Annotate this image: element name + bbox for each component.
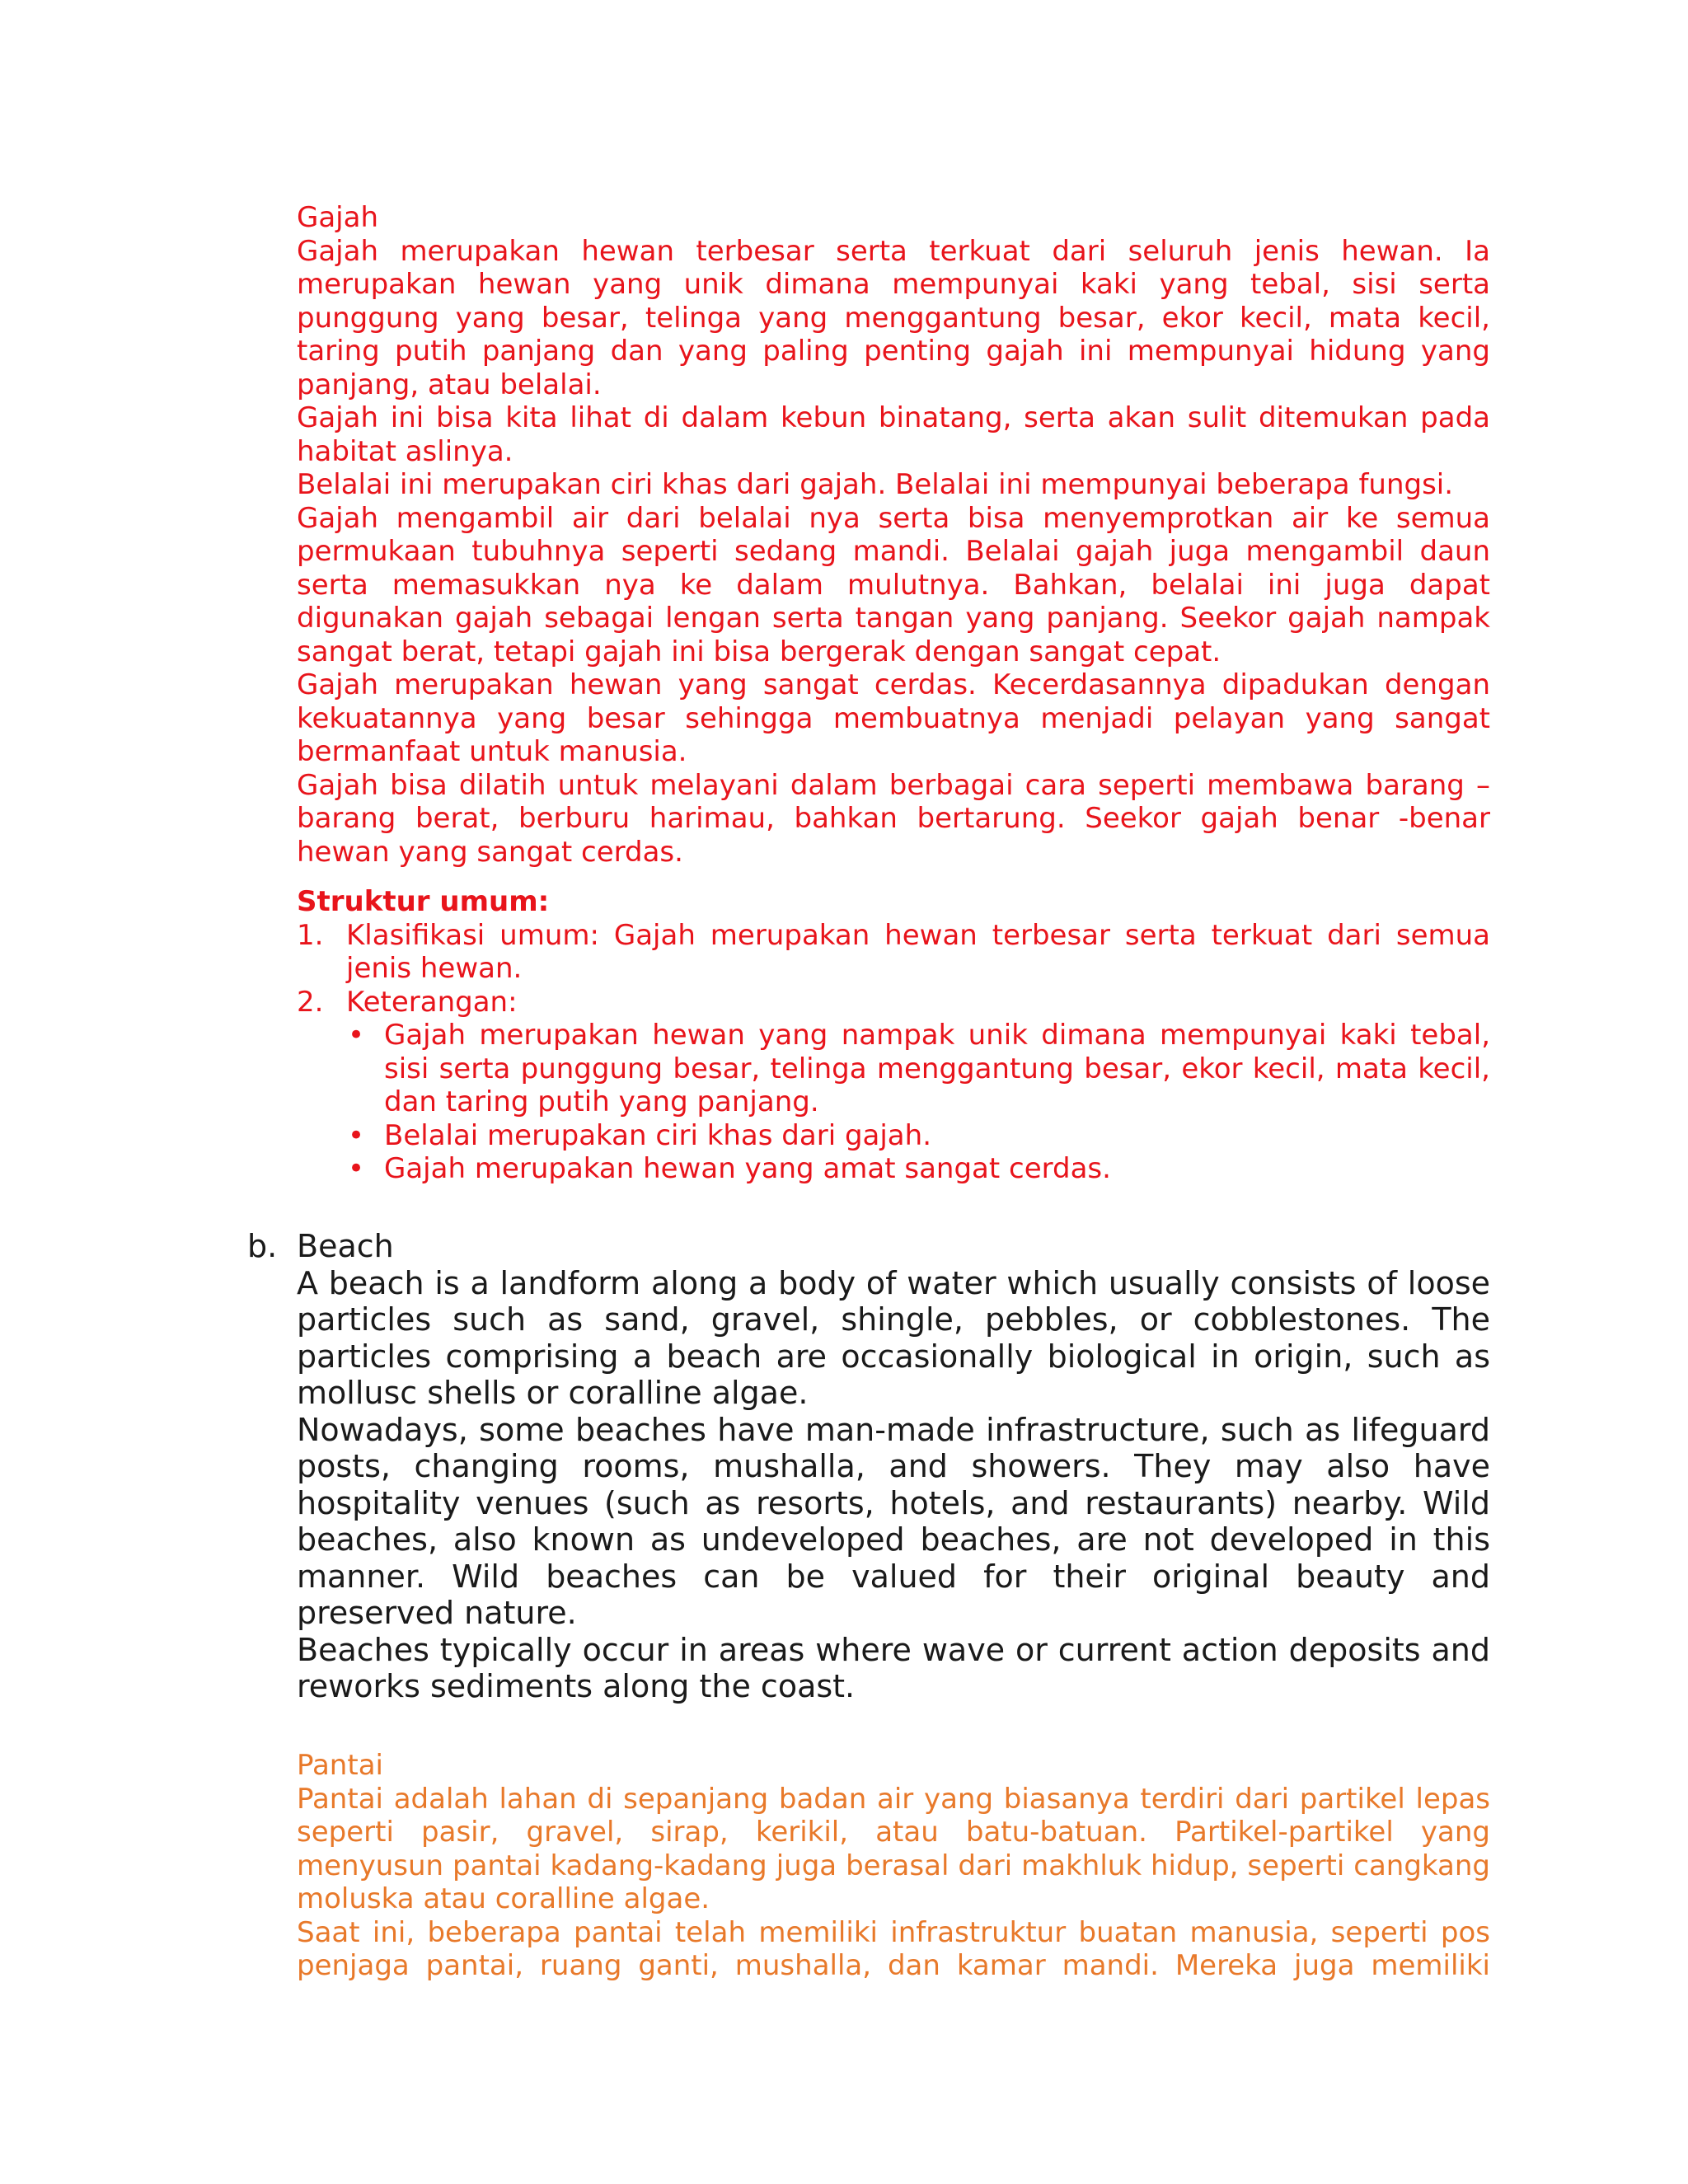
beach-paragraph: Beaches typically occur in areas where wave or current action deposits and reworks sediments along the coast.	[297, 1631, 1490, 1704]
gajah-paragraph: Gajah mengambil air dari belalai nya serta bisa menyemprotkan air ke semua permukaan tubuhnya seperti sedang mandi. Belalai gajah juga mengambil daun serta memasukkan nya ke dalam mulutnya. Bahkan, belalai ini juga dapat digunakan gajah sebagai lengan serta tangan yang panjang. Seekor gajah nampak sangat berat, tetapi gajah ini bisa bergerak dengan sangat cepat.	[297, 501, 1490, 668]
beach-heading	[247, 1228, 1490, 1265]
bullet-icon: •	[348, 1019, 365, 1052]
bullet-item	[346, 1119, 1490, 1153]
bullet-text: Gajah merupakan hewan yang nampak unik dimana mempunyai kaki tebal, sisi serta punggung besar, telinga menggantung besar, ekor kecil, mata kecil, dan taring putih yang panjang.	[384, 1019, 1490, 1118]
list-number: 2.	[297, 985, 324, 1019]
gajah-title: Gajah	[297, 201, 379, 234]
beach-section	[247, 1228, 1490, 1705]
gajah-paragraph: Gajah ini bisa kita lihat di dalam kebun binatang, serta akan sulit ditemukan pada habitat aslinya.	[297, 401, 1490, 468]
beach-paragraph: Nowadays, some beaches have man-made infrastructure, such as lifeguard posts, changing rooms, mushalla, and showers. They may also have hospitality venues (such as resorts, hotels, and restaurants) nearby. Wild beaches, also known as undeveloped beaches, are not developed in this manner. Wild beaches can be valued for their original beauty and preserved nature.	[297, 1411, 1490, 1631]
list-marker: b.	[247, 1228, 278, 1264]
gajah-paragraph: Gajah bisa dilatih untuk melayani dalam berbagai cara seperti membawa barang – barang berat, berburu harimau, bahkan bertarung. Seekor gajah benar -benar hewan yang sangat cerdas.	[297, 768, 1490, 869]
pantai-section	[297, 1749, 1490, 1983]
pantai-paragraph: Saat ini, beberapa pantai telah memiliki infrastruktur buatan manusia, seperti pos penjaga pantai, ruang ganti, mushalla, dan kamar mandi. Mereka juga memiliki	[297, 1915, 1490, 1982]
pantai-paragraph: Pantai adalah lahan di sepanjang badan air yang biasanya terdiri dari partikel lepas seperti pasir, gravel, sirap, kerikil, atau batu-batuan. Partikel-partikel yang menyusun pantai kadang-kadang juga berasal dari makhluk hidup, seperti cangkang moluska atau coralline algae.	[297, 1782, 1490, 1915]
bullet-text: Belalai merupakan ciri khas dari gajah.	[384, 1118, 931, 1152]
struktur-item	[297, 919, 1490, 986]
bullet-text: Gajah merupakan hewan yang amat sangat cerdas.	[384, 1152, 1111, 1185]
struktur-item-text: Klasifikasi umum: Gajah merupakan hewan terbesar serta terkuat dari semua jenis hewan.	[346, 918, 1490, 985]
gajah-section	[297, 201, 1490, 1186]
struktur-item	[297, 986, 1490, 1186]
struktur-item-text: Keterangan:	[346, 985, 518, 1019]
bullet-icon: •	[348, 1118, 365, 1152]
beach-title: Beach	[297, 1228, 394, 1264]
struktur-list	[297, 919, 1490, 1186]
pantai-title: Pantai	[297, 1749, 383, 1782]
list-number: 1.	[297, 918, 324, 952]
struktur-title: Struktur umum:	[297, 885, 550, 918]
gajah-paragraph: Gajah merupakan hewan yang sangat cerdas. Kecerdasannya dipadukan dengan kekuatannya yang besar sehingga membuatnya menjadi pelayan yang sangat bermanfaat untuk manusia.	[297, 668, 1490, 768]
gajah-paragraph: Belalai ini merupakan ciri khas dari gajah. Belalai ini mempunyai beberapa fungsi.	[297, 468, 1454, 501]
beach-paragraph: A beach is a landform along a body of water which usually consists of loose particles such as sand, gravel, shingle, pebbles, or cobblestones. The particles comprising a beach are occasionally biological in origin, such as mollusc shells or coralline algae.	[297, 1264, 1490, 1411]
bullet-item	[346, 1019, 1490, 1119]
gajah-paragraph: Gajah merupakan hewan terbesar serta terkuat dari seluruh jenis hewan. Ia merupakan hewan yang unik dimana mempunyai kaki yang tebal, sisi serta punggung yang besar, telinga yang menggantung besar, ekor kecil, mata kecil, taring putih panjang dan yang paling penting gajah ini mempunyai hidung yang panjang, atau belalai.	[297, 234, 1490, 401]
keterangan-list	[346, 1019, 1490, 1186]
bullet-icon: •	[348, 1152, 365, 1185]
bullet-item	[346, 1152, 1490, 1186]
